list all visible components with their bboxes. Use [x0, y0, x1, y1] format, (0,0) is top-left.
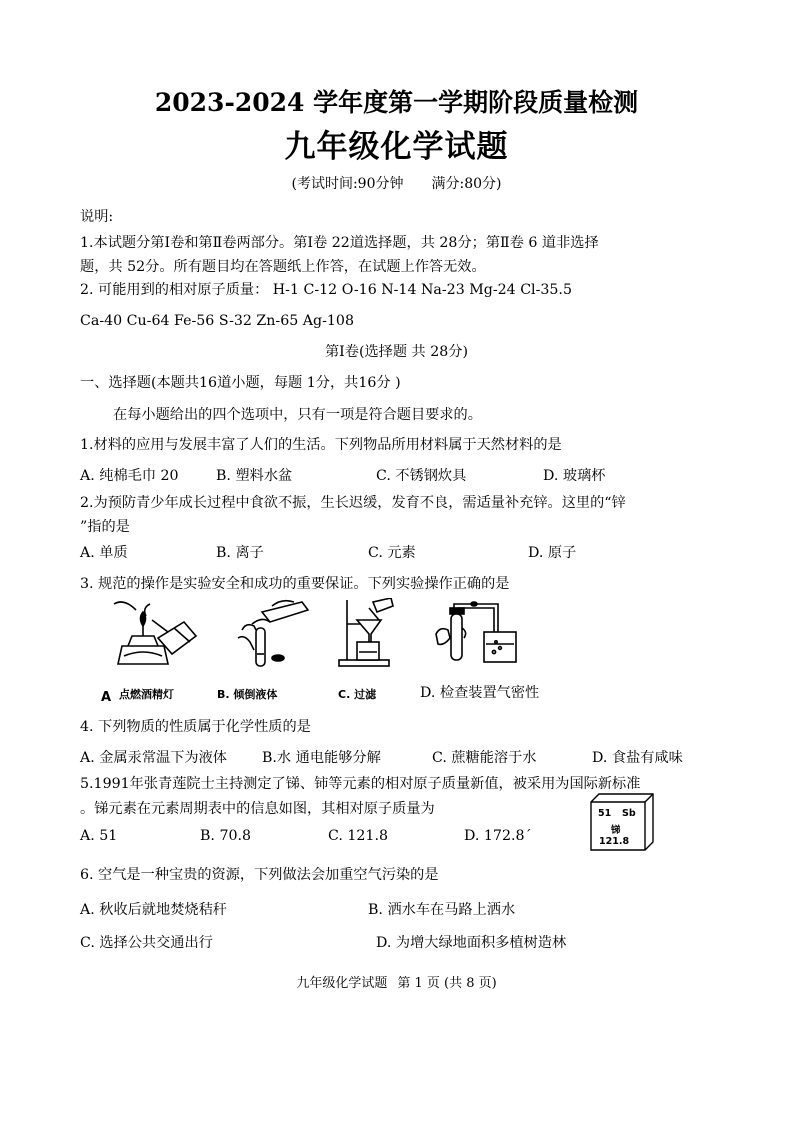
q4-option-d: D. 食盐有咸味 [592, 750, 683, 766]
q5-option-a: A. 51 [80, 828, 118, 844]
exam-score: 满分:80分) [431, 176, 502, 192]
note-2-line-1: 2. 可能用到的相对原子质量： H-1 C-12 O-16 N-14 Na-23 Mg-24 Cl-35.5 [80, 282, 572, 298]
q2-option-a: A. 单质 [80, 545, 128, 561]
exam-subject-title: 九年级化学试题 [284, 129, 509, 165]
q5-stem-line-1: 5.1991年张青莲院士主持测定了锑、铈等元素的相对原子质量新值，被采用为国际新标准 [80, 776, 641, 792]
part-1-heading: 一、选择题(本题共16道小题，每题 1分，共16分 ) [80, 375, 401, 391]
q2-stem-line-1: 2.为预防青少年成长过程中食欲不振，生长迟缓，发育不良，需适量补充锌。这里的“锌 [80, 495, 626, 511]
q1-option-c: C. 不锈钢炊具 [376, 468, 467, 484]
footer-title: 九年级化学试题 [296, 976, 388, 991]
q2-option-b: B. 离子 [216, 545, 264, 561]
q1-option-b: B. 塑料水盆 [216, 468, 293, 484]
q4-option-a: A. 金属汞常温下为液体 [80, 750, 227, 766]
filtration-figure [335, 598, 395, 668]
q6-option-a: A. 秋收后就地焚烧秸秆 [80, 902, 227, 918]
q6-stem: 6. 空气是一种宝贵的资源，下列做法会加重空气污染的是 [80, 867, 439, 883]
alcohol-lamp-lighting-figure [110, 598, 200, 668]
q4-option-b: B.水 通电能够分解 [262, 750, 381, 766]
page-footer [0, 972, 793, 991]
note-1-line-2: 题，共 52分。所有题目均在答题纸上作答，在试题上作答无效。 [80, 259, 486, 275]
q4-option-c: C. 蔗糖能溶于水 [432, 750, 537, 766]
exam-info [0, 175, 793, 193]
q3-option-d: D. 检查装置气密性 [420, 685, 540, 701]
q3-option-b: B. 倾倒液体 [217, 688, 278, 701]
q2-option-c: C. 元素 [368, 545, 416, 561]
element-number: 51 [598, 808, 612, 819]
q2-stem-line-2: ”指的是 [80, 519, 130, 535]
q6-option-d: D. 为增大绿地面积多植树造林 [376, 935, 567, 951]
element-symbol: Sb [622, 808, 636, 819]
pouring-liquid-figure [232, 598, 312, 668]
note-1-line-1: 1.本试题分第Ⅰ卷和第Ⅱ卷两部分。第Ⅰ卷 22道选择题，共 28分；第Ⅱ卷 6 道非选择 [80, 235, 599, 251]
q6-option-b: B. 洒水车在马路上洒水 [368, 902, 516, 918]
q5-stem-line-2: 。锑元素在元素周期表中的信息如图，其相对原子质量为 [80, 801, 435, 817]
section-title: 第Ⅰ卷(选择题 共 28分) [324, 344, 469, 360]
part-1-instruction: 在每小题给出的四个选项中，只有一项是符合题目要求的。 [113, 407, 482, 423]
element-mass: 121.8 [599, 836, 630, 847]
note-2-line-2: Ca-40 Cu-64 Fe-56 S-32 Zn-65 Ag-108 [80, 313, 354, 329]
notes-label: 说明: [80, 209, 114, 225]
q3-stem: 3. 规范的操作是实验安全和成功的重要保证。下列实验操作正确的是 [80, 576, 510, 592]
q3-option-a: 点燃酒精灯 [119, 688, 174, 701]
exam-time: (考试时间:90分钟 [291, 176, 404, 192]
q1-option-a: A. 纯棉毛巾 20 [80, 468, 179, 484]
q1-stem: 1.材料的应用与发展丰富了人们的生活。下列物品所用材料属于天然材料的是 [80, 437, 562, 453]
q2-option-d: D. 原子 [528, 545, 577, 561]
q3-option-a-letter: A [101, 690, 112, 705]
antimony-element-card [589, 792, 655, 852]
q1-option-d: D. 玻璃杯 [543, 468, 606, 484]
q5-option-d: D. 172.8ˊ [464, 828, 532, 844]
element-name: 锑 [611, 825, 621, 836]
footer-page-number: 第 1 页 (共 8 页) [397, 976, 497, 991]
exam-title: 2023-2024 学年度第一学期阶段质量检测 [154, 88, 639, 117]
airtightness-check-figure [432, 598, 544, 668]
q6-option-c: C. 选择公共交通出行 [80, 935, 213, 951]
q5-option-c: C. 121.8 [328, 828, 388, 844]
q4-stem: 4. 下列物质的性质属于化学性质的是 [80, 719, 311, 735]
q5-option-b: B. 70.8 [200, 828, 252, 844]
q3-option-c: C. 过滤 [338, 688, 377, 701]
